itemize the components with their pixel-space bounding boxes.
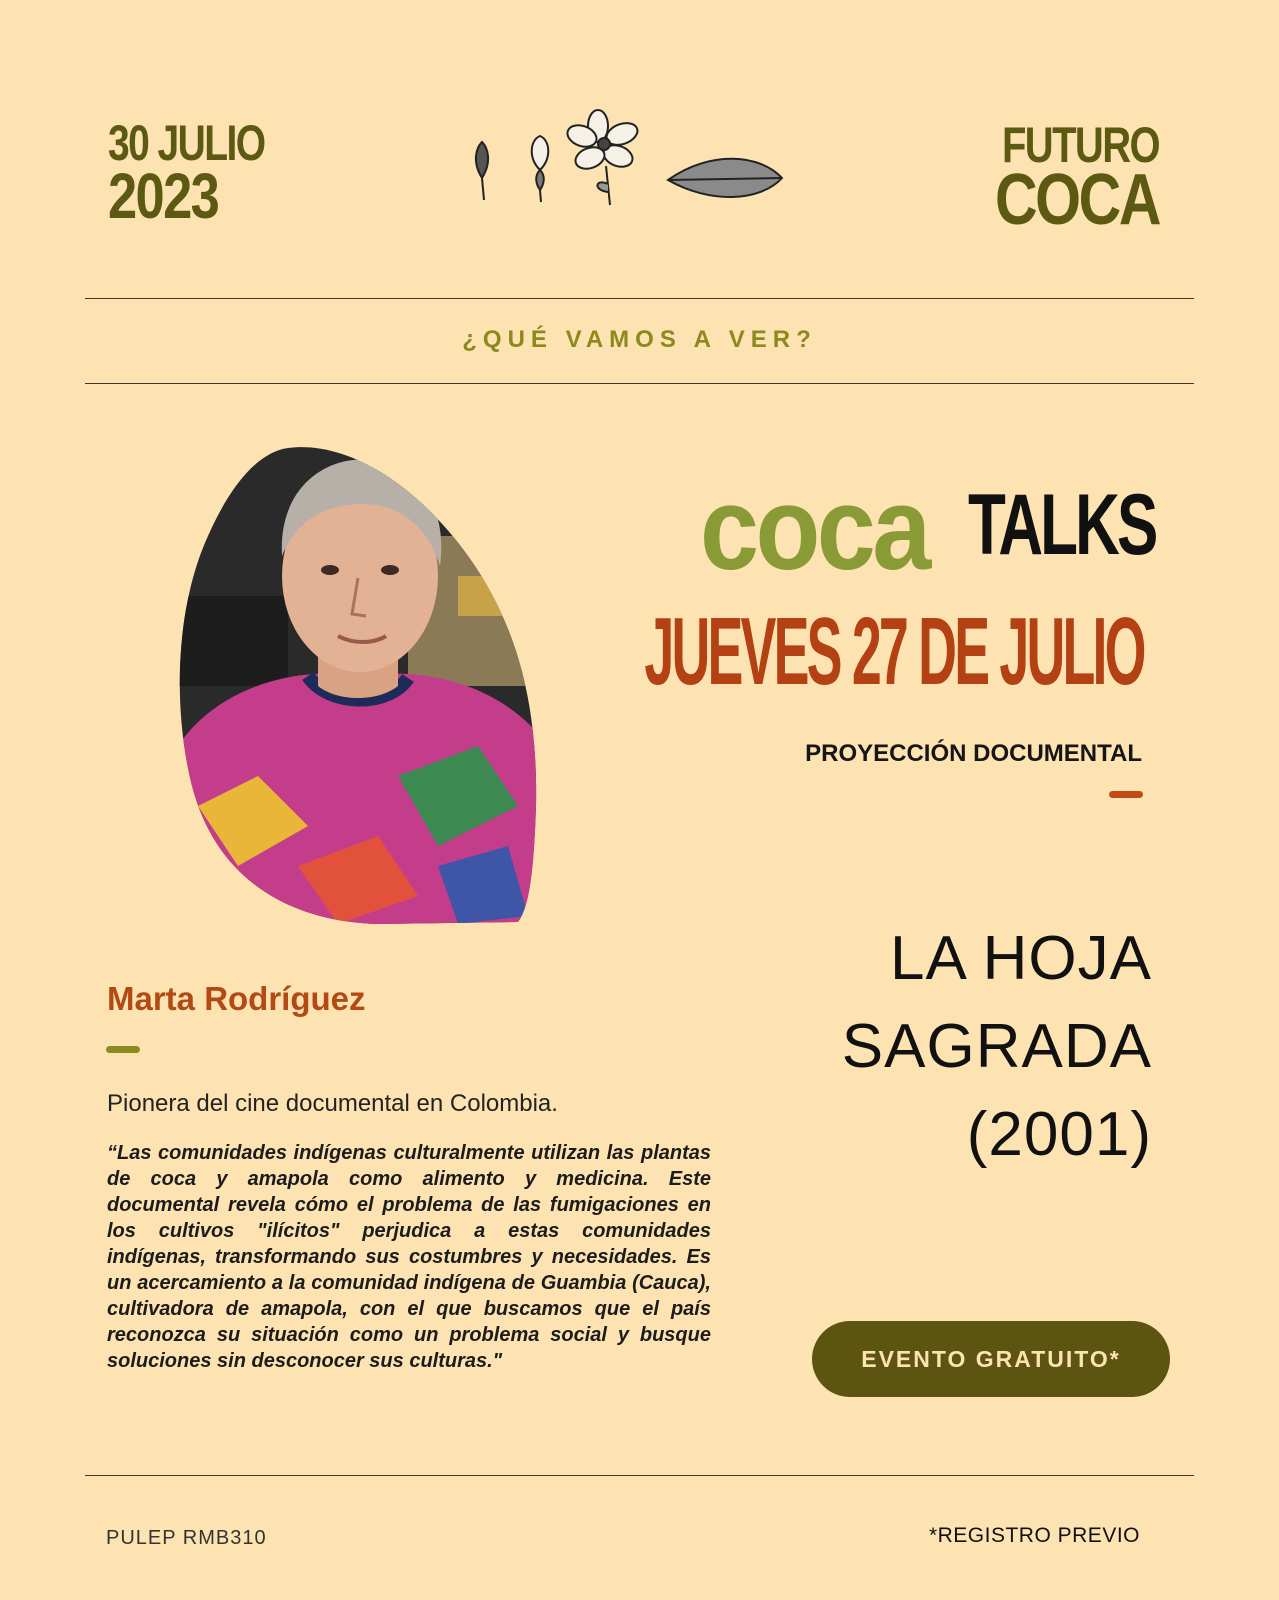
film-title-line2: SAGRADA: [841, 1012, 1152, 1081]
accent-bar-red: [1109, 791, 1143, 798]
film-title-line1: LA HOJA: [890, 924, 1152, 993]
film-synopsis-quote: “Las comunidades indígenas culturalmente utilizan las plantas de coca y amapola como alimento y medicina. Este documental revela cómo el problema de las fumigaciones en los cultivos "ilícitos" perjudica a estas comunidades indígenas, transformando sus costumbres y necesidades. Es un acercamiento a la comunidad indígena de Guambia (Cauca), cultivadora de amapola, con el que buscamos que el país reconozca su situación como un problema social y busque soluciones sin desconocer sus culturas.": [107, 1142, 711, 1372]
event-date: JUEVES 27 DE JULIO: [644, 598, 1144, 705]
logo-coca-text: coca: [700, 463, 928, 595]
date-year: 2023: [108, 160, 219, 232]
coca-talks-logo: [700, 463, 1156, 595]
person-description: Pionera del cine documental en Colombia.: [107, 1090, 558, 1117]
divider-bottom: [85, 383, 1194, 384]
section-title: ¿QUÉ VAMOS A VER?: [462, 326, 817, 353]
event-type: PROYECCIÓN DOCUMENTAL: [805, 740, 1142, 767]
coca-flower-icon: [564, 110, 640, 205]
free-event-button[interactable]: EVENTO GRATUITO*: [812, 1321, 1170, 1397]
brand-bottom: COCA: [995, 160, 1159, 240]
coca-plant-illustration-icon: [470, 100, 800, 215]
logo-talks-text: TALKS: [968, 477, 1156, 573]
registration-note: *REGISTRO PREVIO: [928, 1524, 1140, 1547]
accent-bar-green: [106, 1046, 140, 1053]
event-date-badge: [108, 115, 309, 232]
film-title-line3: (2001): [966, 1100, 1152, 1169]
brand-top: FUTURO: [1001, 117, 1159, 173]
date-day: 30 JULIO: [108, 115, 265, 171]
film-title: [842, 915, 1152, 1179]
divider-top: [85, 298, 1194, 299]
person-name: Marta Rodríguez: [107, 980, 366, 1017]
coca-small-flower-icon: [532, 136, 549, 202]
portrait-photo: [178, 446, 540, 924]
pulep-code: PULEP RMB310: [106, 1527, 267, 1549]
futuro-coca-logo: [959, 117, 1159, 240]
coca-leaf-icon: [668, 159, 782, 197]
coca-bud-icon: [476, 142, 488, 200]
divider-footer: [85, 1475, 1194, 1476]
